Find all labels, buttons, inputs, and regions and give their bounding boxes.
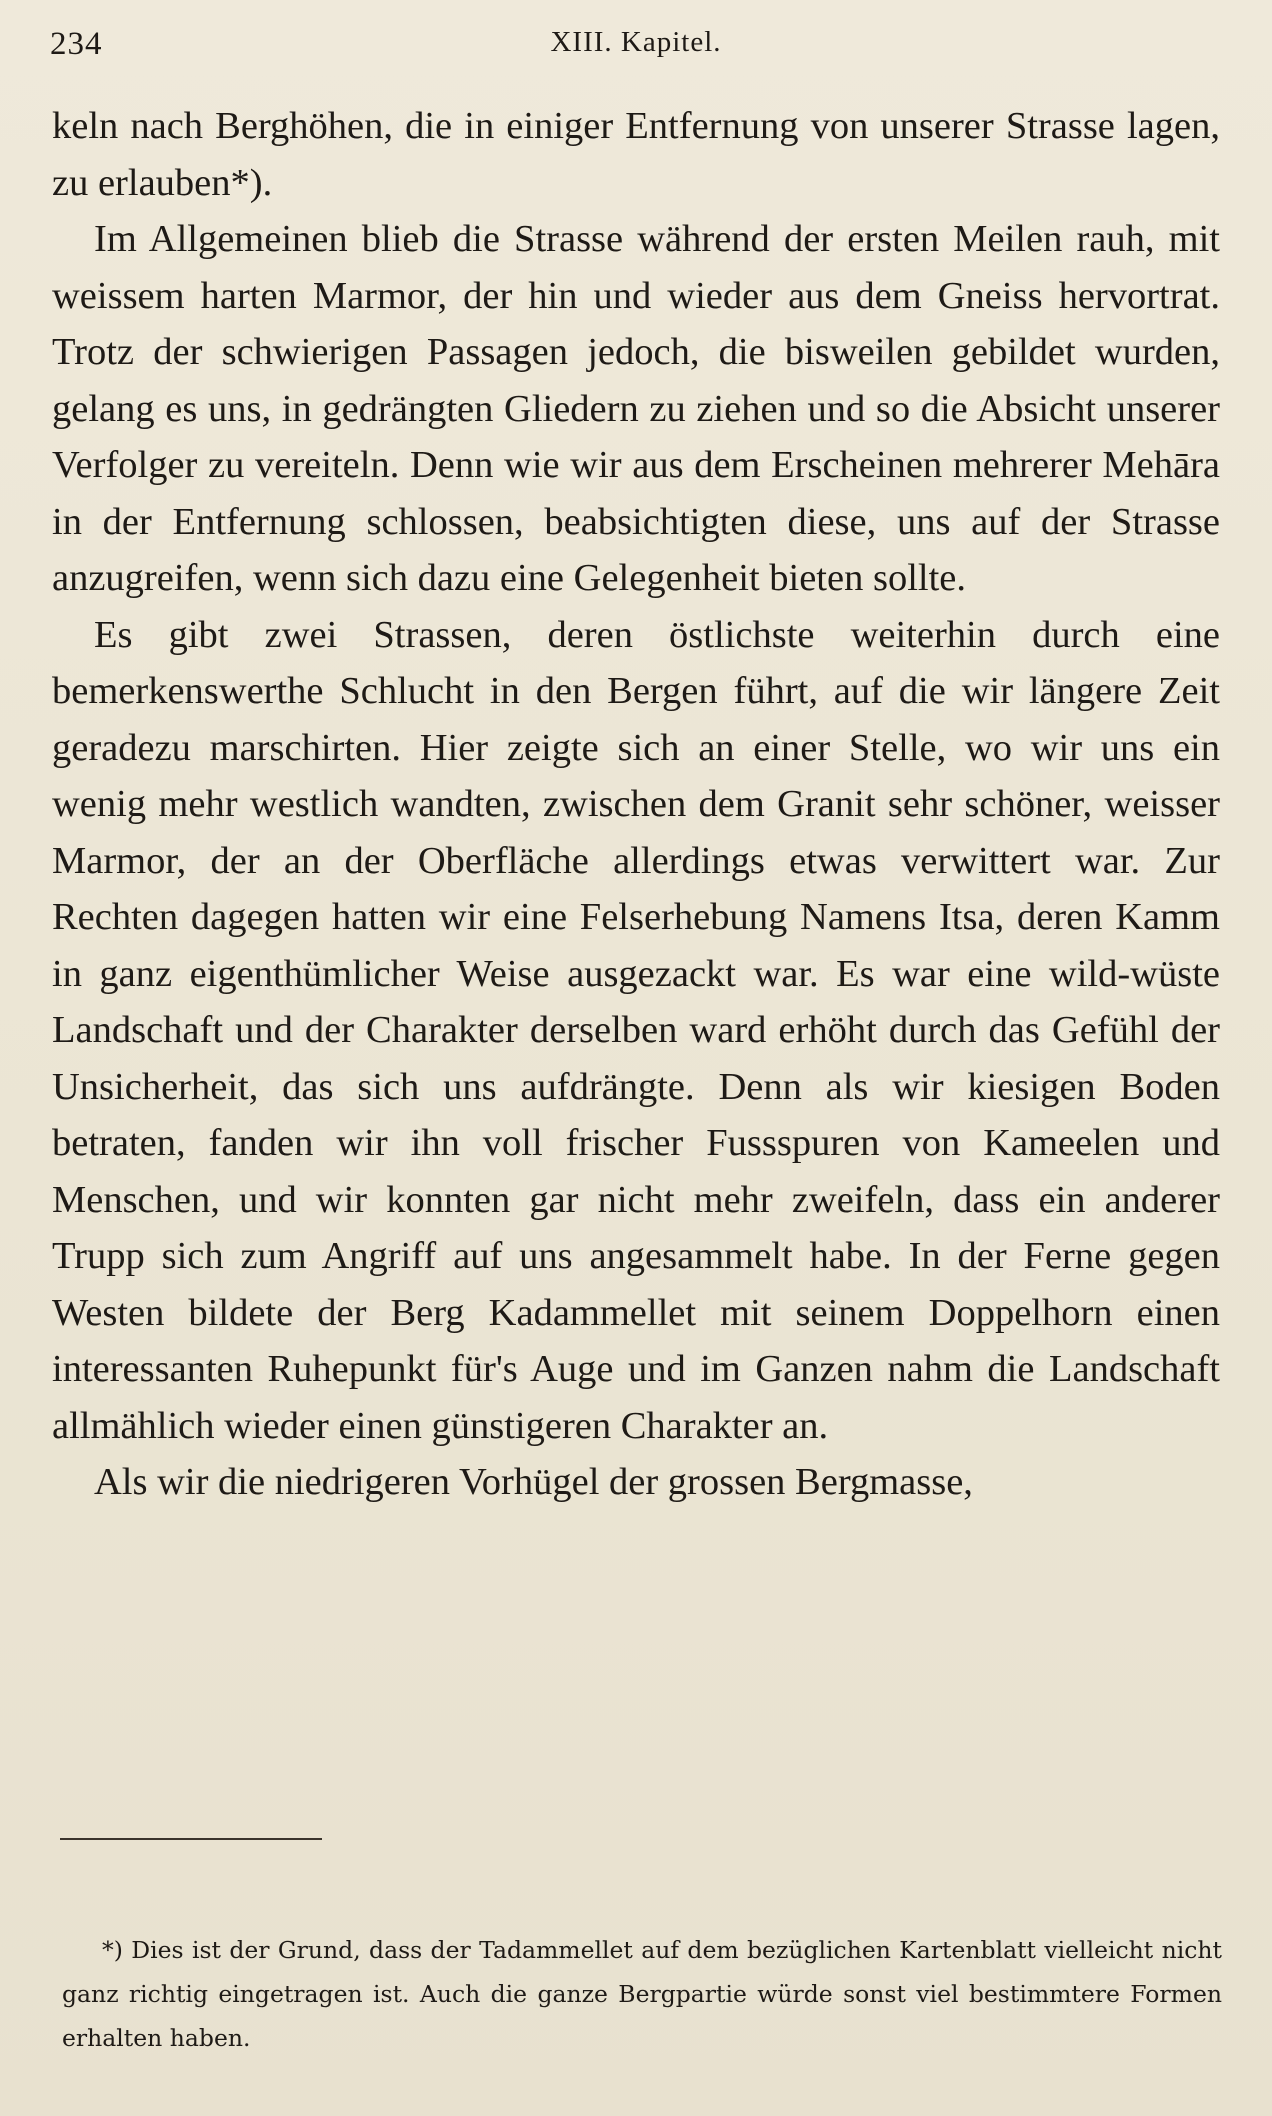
- running-head: XIII. Kapitel.: [550, 26, 722, 58]
- paragraph-continued: keln nach Berghöhen, die in einiger Entfernung von unserer Strasse lagen, zu erlauben*).: [52, 105, 1220, 204]
- footnote: *) Dies ist der Grund, dass der Tadammellet auf dem bezüglichen Kartenblatt vielleicht nicht ganz richtig eingetragen ist. Auch die ganze Bergpartie würde sonst viel bestimmtere Formen erhalten haben.: [62, 1935, 1222, 2052]
- paragraph: Im Allgemeinen blieb die Strasse während der ersten Meilen rauh, mit weissem harten Marmor, der hin und wieder aus dem Gneiss hervortrat. Trotz der schwierigen Passagen jedoch, die bisweilen gebildet wurden, gelang es uns, in gedrängten Gliedern zu ziehen und so die Absicht unserer Verfolger zu vereiteln. Denn wie wir aus dem Erscheinen mehrerer Mehāra in der Entfernung schlossen, beabsichtigten diese, uns auf der Strasse anzugreifen, wenn sich dazu eine Gelegenheit bieten sollte.: [52, 218, 1220, 599]
- paragraph: Als wir die niedrigeren Vorhügel der grossen Bergmasse,: [94, 1461, 973, 1503]
- footnote-divider: [60, 1838, 322, 1840]
- paragraph: Es gibt zwei Strassen, deren östlichste weiterhin durch eine bemerkenswerthe Schlucht in den Bergen führt, auf die wir längere Zeit geradezu marschirten. Hier zeigte sich an einer Stelle, wo wir uns ein wenig mehr westlich wandten, zwischen dem Granit sehr schöner, weisser Marmor, der an der Oberfläche allerdings etwas verwittert war. Zur Rechten dagegen hatten wir eine Felserhebung Namens Itsa, deren Kamm in ganz eigenthümlicher Weise ausgezackt war. Es war eine wild-wüste Landschaft und der Charakter derselben ward erhöht durch das Gefühl der Unsicherheit, das sich uns aufdrängte. Denn als wir kiesigen Boden betraten, fanden wir ihn voll frischer Fussspuren von Kameelen und Menschen, und wir konnten gar nicht mehr zweifeln, dass ein anderer Trupp sich zum Angriff auf uns angesammelt habe. In der Ferne gegen Westen bildete der Berg Kadammellet mit seinem Doppelhorn einen interessanten Ruhepunkt für's Auge und im Ganzen nahm die Landschaft allmählich wieder einen günstigeren Charakter an.: [52, 613, 1220, 1447]
- body-text: [52, 98, 1220, 1511]
- page-header: [50, 26, 1222, 72]
- page-number: 234: [50, 26, 103, 62]
